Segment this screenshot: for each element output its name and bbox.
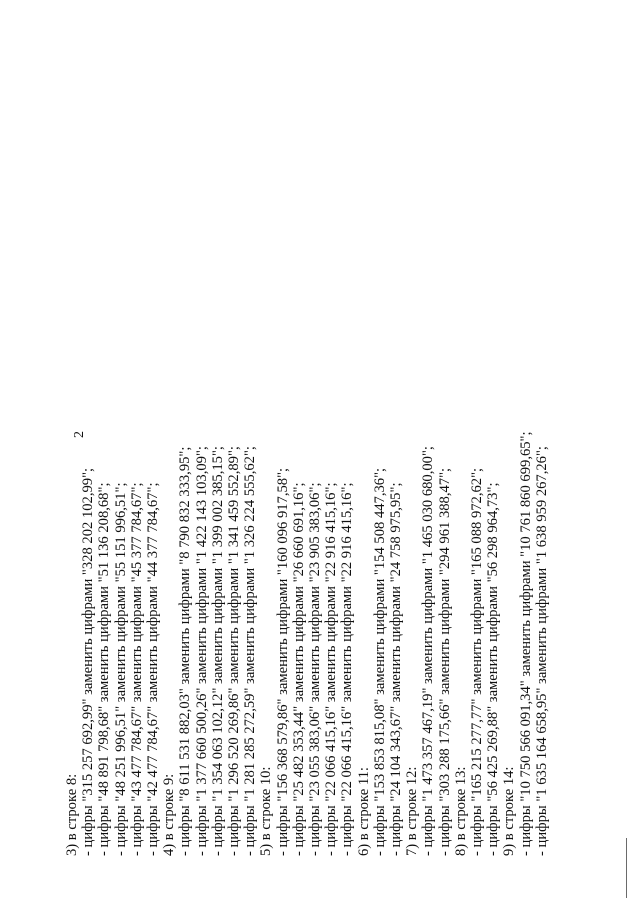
- amendment-line: - цифры "25 482 353,44" заменить цифрами "26 660 691,16";: [290, 482, 307, 856]
- section-heading: 7) в строке 12:: [404, 766, 421, 856]
- amendment-line: - цифры "1 473 357 467,19" заменить цифрами "1 465 030 680,00";: [420, 446, 437, 856]
- section-heading: 4) в строке 9:: [161, 773, 178, 856]
- section-heading: 6) в строке 11:: [355, 767, 372, 856]
- section-heading: 5) в строке 10:: [258, 766, 275, 856]
- amendment-line: - цифры "1 635 164 658,95" заменить цифрами "1 638 959 267,26";: [533, 446, 550, 856]
- scan-edge-line: [626, 838, 627, 898]
- amendment-line: - цифры "315 257 692,99" заменить цифрами "328 202 102,99";: [80, 467, 97, 856]
- amendment-line: - цифры "165 215 277,77" заменить цифрами "165 088 972,62";: [469, 467, 486, 856]
- amendment-line: - цифры "22 066 415,16" заменить цифрами "22 916 415,16";: [323, 482, 340, 856]
- amendment-line: - цифры "23 055 383,06" заменить цифрами "23 905 383,06";: [307, 482, 324, 856]
- amendment-line: - цифры "56 425 269,88" заменить цифрами "56 298 964,73";: [485, 482, 502, 856]
- section-heading: 3) в строке 8:: [64, 773, 80, 856]
- amendment-line: - цифры "1 377 660 500,26" заменить цифрами "1 422 143 103,09";: [193, 446, 210, 856]
- amendment-line: - цифры "1 296 520 269,86" заменить цифрами "1 341 459 552,89";: [226, 446, 243, 856]
- amendment-line: - цифры "10 750 566 091,34" заменить цифрами "10 761 860 699,65";: [517, 431, 534, 856]
- amendment-line: - цифры "8 611 531 882,03" заменить цифрами "8 790 832 333,95";: [177, 446, 194, 856]
- amendments-text-block: [64, 336, 550, 856]
- section-heading: 9) в строке 14:: [501, 766, 518, 856]
- amendment-line: - цифры "1 354 063 102,12" заменить цифрами "1 399 002 385,15";: [209, 446, 226, 856]
- amendment-line: - цифры "303 288 175,66" заменить цифрами "294 961 388,47";: [436, 467, 453, 856]
- amendment-line: - цифры "22 066 415,16" заменить цифрами "22 916 415,16";: [339, 482, 356, 856]
- amendment-line: - цифры "1 281 285 272,59" заменить цифрами "1 326 224 555,62";: [242, 446, 259, 856]
- amendment-line: - цифры "153 853 815,08" заменить цифрами "154 508 447,36";: [371, 467, 388, 856]
- amendment-line: - цифры "156 368 579,86" заменить цифрами "160 096 917,58";: [274, 467, 291, 856]
- section-heading: 8) в строке 13:: [452, 766, 469, 856]
- amendment-line: - цифры "42 477 784,67" заменить цифрами "44 377 784,67";: [145, 482, 162, 856]
- amendment-line: - цифры "48 891 798,68" заменить цифрами "51 136 208,68";: [96, 482, 113, 856]
- amendment-line: - цифры "24 104 343,67" заменить цифрами "24 758 975,95";: [388, 482, 405, 856]
- amendment-line: - цифры "43 477 784,67" заменить цифрами "45 377 784,67";: [128, 482, 145, 856]
- amendment-line: - цифры "48 251 996,51" заменить цифрами "55 151 996,51";: [112, 482, 129, 856]
- page-number: 2: [72, 431, 87, 438]
